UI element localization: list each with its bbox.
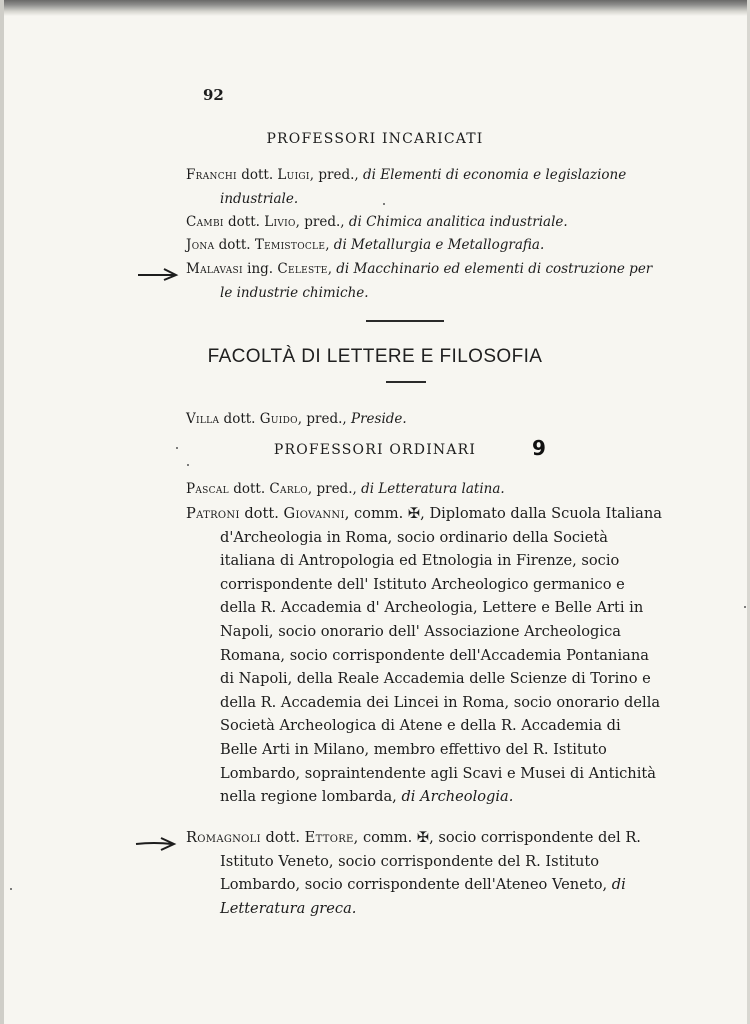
page-number: 92: [203, 86, 224, 104]
entry-franchi: [186, 164, 660, 211]
entry-surname: Patroni: [186, 505, 240, 522]
entry-surname: Romagnoli: [186, 829, 261, 846]
entry-jona: [186, 234, 660, 258]
scan-left-edge: [0, 0, 4, 1024]
entry-name: Carlo: [269, 481, 308, 497]
entry-body: socio corrispondente del R. Istituto Veneto, socio corrispondente del R. Istituto Lombardo, socio corrispondente dell'Ateneo Veneto,: [220, 829, 641, 894]
entry-role: , comm. ✠,: [344, 505, 430, 522]
scan-speck: [383, 203, 385, 205]
entry-subject: di Chimica analitica industriale.: [348, 214, 568, 230]
entry-title: ing.: [242, 261, 278, 277]
scan-speck: [10, 888, 12, 890]
entry-role: , pred.,: [297, 411, 351, 427]
handwritten-mark: 9: [532, 436, 546, 460]
entry-subject: di Letteratura greca.: [220, 876, 626, 917]
scan-speck: [744, 606, 746, 608]
entry-title: dott.: [219, 411, 260, 427]
entry-surname: Cambi: [186, 214, 224, 230]
entry-role: , comm. ✠,: [353, 829, 439, 846]
entry-surname: Malavasi: [186, 261, 243, 277]
entry-role: , pred.,: [309, 167, 363, 183]
entry-role: ,: [327, 261, 337, 277]
entry-surname: Villa: [186, 411, 220, 427]
entry-patroni: [186, 502, 662, 809]
entry-subject: di Archeologia.: [401, 788, 514, 806]
scan-speck: [187, 464, 189, 466]
entry-name: Guido: [259, 411, 298, 427]
entry-name: Ettore: [304, 829, 354, 846]
entry-surname: Franchi: [186, 167, 237, 183]
entry-name: Celeste: [277, 261, 328, 277]
ordinari-heading: PROFESSORI ORDINARI: [273, 442, 477, 458]
entry-role: , pred.,: [307, 481, 362, 497]
entry-name: Luigi: [277, 167, 310, 183]
entry-role: , pred.,: [295, 214, 349, 230]
entry-title: dott.: [239, 505, 284, 522]
entry-name: Temistocle: [254, 237, 326, 253]
entry-pascal: [186, 478, 660, 502]
entry-surname: Pascal: [186, 481, 229, 497]
entry-malavasi: [186, 258, 660, 305]
handwritten-arrow-icon: [134, 836, 178, 852]
handwritten-arrow-icon: [136, 266, 180, 282]
entry-subject: Preside.: [350, 411, 407, 427]
entry-title: dott.: [236, 167, 278, 183]
entry-subject: di Elementi di economia e legislazione industriale.: [220, 167, 627, 207]
entry-name: Giovanni: [283, 505, 345, 522]
entry-body: Diplomato dalla Scuola Italiana d'Archeologia in Roma, socio ordinario della Società italiana di Antropologia ed Etnologia in Firenze, socio corrispondente dell' Istituto Archeologico germanico e della R. Accademia d' Archeologia, Lettere e Belle Arti in Napoli, socio onorario dell' Associazione Archeologica Romana, socio corrispondente dell'Accademia Pontaniana di Napoli, della Reale Accademia delle Scienze di Torino e della R. Accademia dei Lincei in Roma, socio onorario della Società Archeologica di Atene e della R. Accademia di Belle Arti in Milano, membro effettivo del R. Istituto Lombardo, sopraintendente agli Scavi e Musei di Antichità nella regione lombarda,: [220, 505, 662, 806]
entry-subject: di Metallurgia e Metallografia.: [333, 237, 545, 253]
scan-speck: [176, 447, 178, 449]
section-divider: [366, 320, 444, 322]
entry-surname: Jona: [186, 237, 215, 253]
faculty-heading: FACOLTÀ DI LETTERE E FILOSOFIA: [207, 346, 543, 367]
entry-cambi: [186, 211, 660, 235]
entry-title: dott.: [214, 237, 255, 253]
entry-role: ,: [325, 237, 334, 253]
scan-top-edge: [0, 0, 750, 16]
entry-villa: [186, 408, 660, 432]
heading-underline: [386, 381, 426, 383]
incaricati-heading: PROFESSORI INCARICATI: [266, 131, 484, 147]
entry-romagnoli: [186, 826, 662, 920]
entry-title: dott.: [228, 481, 270, 497]
entry-subject: di Macchinario ed elementi di costruzione per le industrie chimiche.: [220, 261, 653, 301]
entry-title: dott.: [223, 214, 265, 230]
entry-name: Livio: [264, 214, 296, 230]
entry-subject: di Letteratura latina.: [361, 481, 505, 497]
entry-title: dott.: [260, 829, 305, 846]
